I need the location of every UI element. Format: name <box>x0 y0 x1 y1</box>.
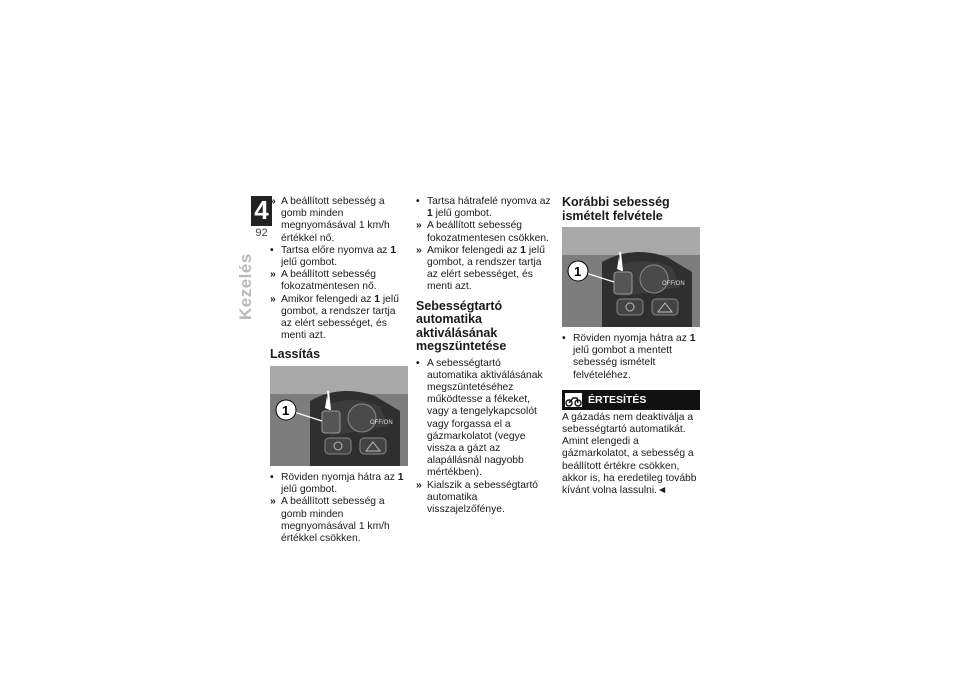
motorcycle-icon <box>565 393 582 407</box>
callout-1: 1 <box>282 402 290 418</box>
chapter-badge <box>251 196 272 240</box>
list-item <box>270 472 408 496</box>
item-key: 1 <box>427 208 433 220</box>
page-number: 92 <box>251 226 272 240</box>
item-text: Amikor felengedi az <box>427 244 521 256</box>
item-text-end: jelű gombot, a rendszer tartja az elért sebességet, és menti azt. <box>427 244 545 293</box>
bullet-mark: » <box>270 269 276 281</box>
item-text: A sebességtartó automatika aktiválásának megszüntetéséhez működtesse a fékeket, vagy a tengelykapcsolót vagy forgassa el a gázmarkolatot (vegye vissza a gázt az alapállásnál nagyobb mértékben). <box>427 357 543 479</box>
heading-resume: Korábbi sebesség ismételt felvétele <box>562 195 670 223</box>
item-key: 1 <box>689 333 696 344</box>
bullet-mark: • <box>416 357 420 369</box>
item-text: A beállított sebesség fokozatmentesen csökken. <box>427 220 549 244</box>
bullet-mark: • <box>270 471 274 483</box>
bullet-mark: • <box>270 244 274 256</box>
item-text-end: jelű gombot. <box>432 208 492 220</box>
bullet-mark: » <box>270 196 276 207</box>
column-1 <box>270 196 408 545</box>
item-key: 1 <box>397 471 404 483</box>
item-text: Kialszik a sebességtartó automatika visszajelzőfénye. <box>427 479 539 516</box>
list-item <box>416 245 554 294</box>
list-item <box>270 196 408 245</box>
list-item <box>270 496 408 545</box>
list-item <box>416 220 554 244</box>
item-text-end: jelű gombot. <box>281 257 338 269</box>
item-text: A beállított sebesség fokozatmentesen nő. <box>281 269 377 293</box>
notice-title: ÉRTESÍTÉS <box>588 393 647 406</box>
item-text-end: jelű gombot, a rendszer tartja az elért sebességet, és menti azt. <box>281 293 399 342</box>
item-text: Tartsa előre nyomva az <box>281 244 391 256</box>
handlebar-photo <box>270 366 408 466</box>
item-text: Röviden nyomja hátra az <box>281 471 398 483</box>
list-item <box>562 333 700 382</box>
bullet-mark: • <box>416 196 420 207</box>
item-text-end: jelű gombot a mentett sebesség ismételt felvételéhez. <box>573 345 673 381</box>
item-key: 1 <box>390 244 397 256</box>
item-text: Amikor felengedi az <box>281 293 375 305</box>
item-key: 1 <box>520 244 527 256</box>
list-item <box>270 245 408 269</box>
item-text: A beállított sebesség a gomb minden megnyomásával 1 km/h értékkel csökken. <box>281 496 390 544</box>
heading-deactivation: Sebességtartó automatika aktiválásának megszüntetése <box>416 298 507 354</box>
bullet-mark: » <box>270 293 276 305</box>
list-item <box>270 294 408 343</box>
list-item <box>270 269 408 293</box>
column-2 <box>416 196 554 516</box>
item-text-end: jelű gombot. <box>281 484 338 496</box>
item-text: Tartsa hátrafelé nyomva az <box>427 196 551 207</box>
off-on-label-2: OFF/ON <box>662 281 685 287</box>
item-text: A beállított sebesség a gomb minden megnyomásával 1 km/h értékkel nő. <box>281 196 390 244</box>
item-key: 1 <box>374 293 381 305</box>
bullet-mark: » <box>416 479 422 491</box>
heading-lassitas: Lassítás <box>270 347 321 362</box>
bullet-mark: » <box>270 496 276 508</box>
chapter-number: 4 <box>254 195 269 225</box>
callout-1-b: 1 <box>574 264 582 279</box>
list-item <box>416 480 554 517</box>
off-on-label: OFF/ON <box>370 419 393 426</box>
column-3 <box>562 196 700 497</box>
item-text: Röviden nyomja hátra az <box>573 333 690 344</box>
notice-header <box>562 390 700 410</box>
chapter-side-label: Kezelés <box>236 253 255 320</box>
list-item <box>416 358 554 480</box>
handlebar-photo-2 <box>562 227 700 327</box>
bullet-mark: » <box>416 244 422 256</box>
notice-text: A gázadás nem deaktiválja a sebességtartó automatikát. Amint elengedi a gázmarkolatot, a sebesség a beállított értékre csökken, akkor is, ha eredetileg tovább kívánt volna lassulni.◄ <box>562 411 697 497</box>
handlebar-switch-illustration-2 <box>562 227 700 327</box>
bullet-mark: » <box>416 220 422 232</box>
list-item <box>416 196 554 220</box>
handlebar-switch-illustration <box>270 366 408 466</box>
bullet-mark: • <box>562 333 566 344</box>
